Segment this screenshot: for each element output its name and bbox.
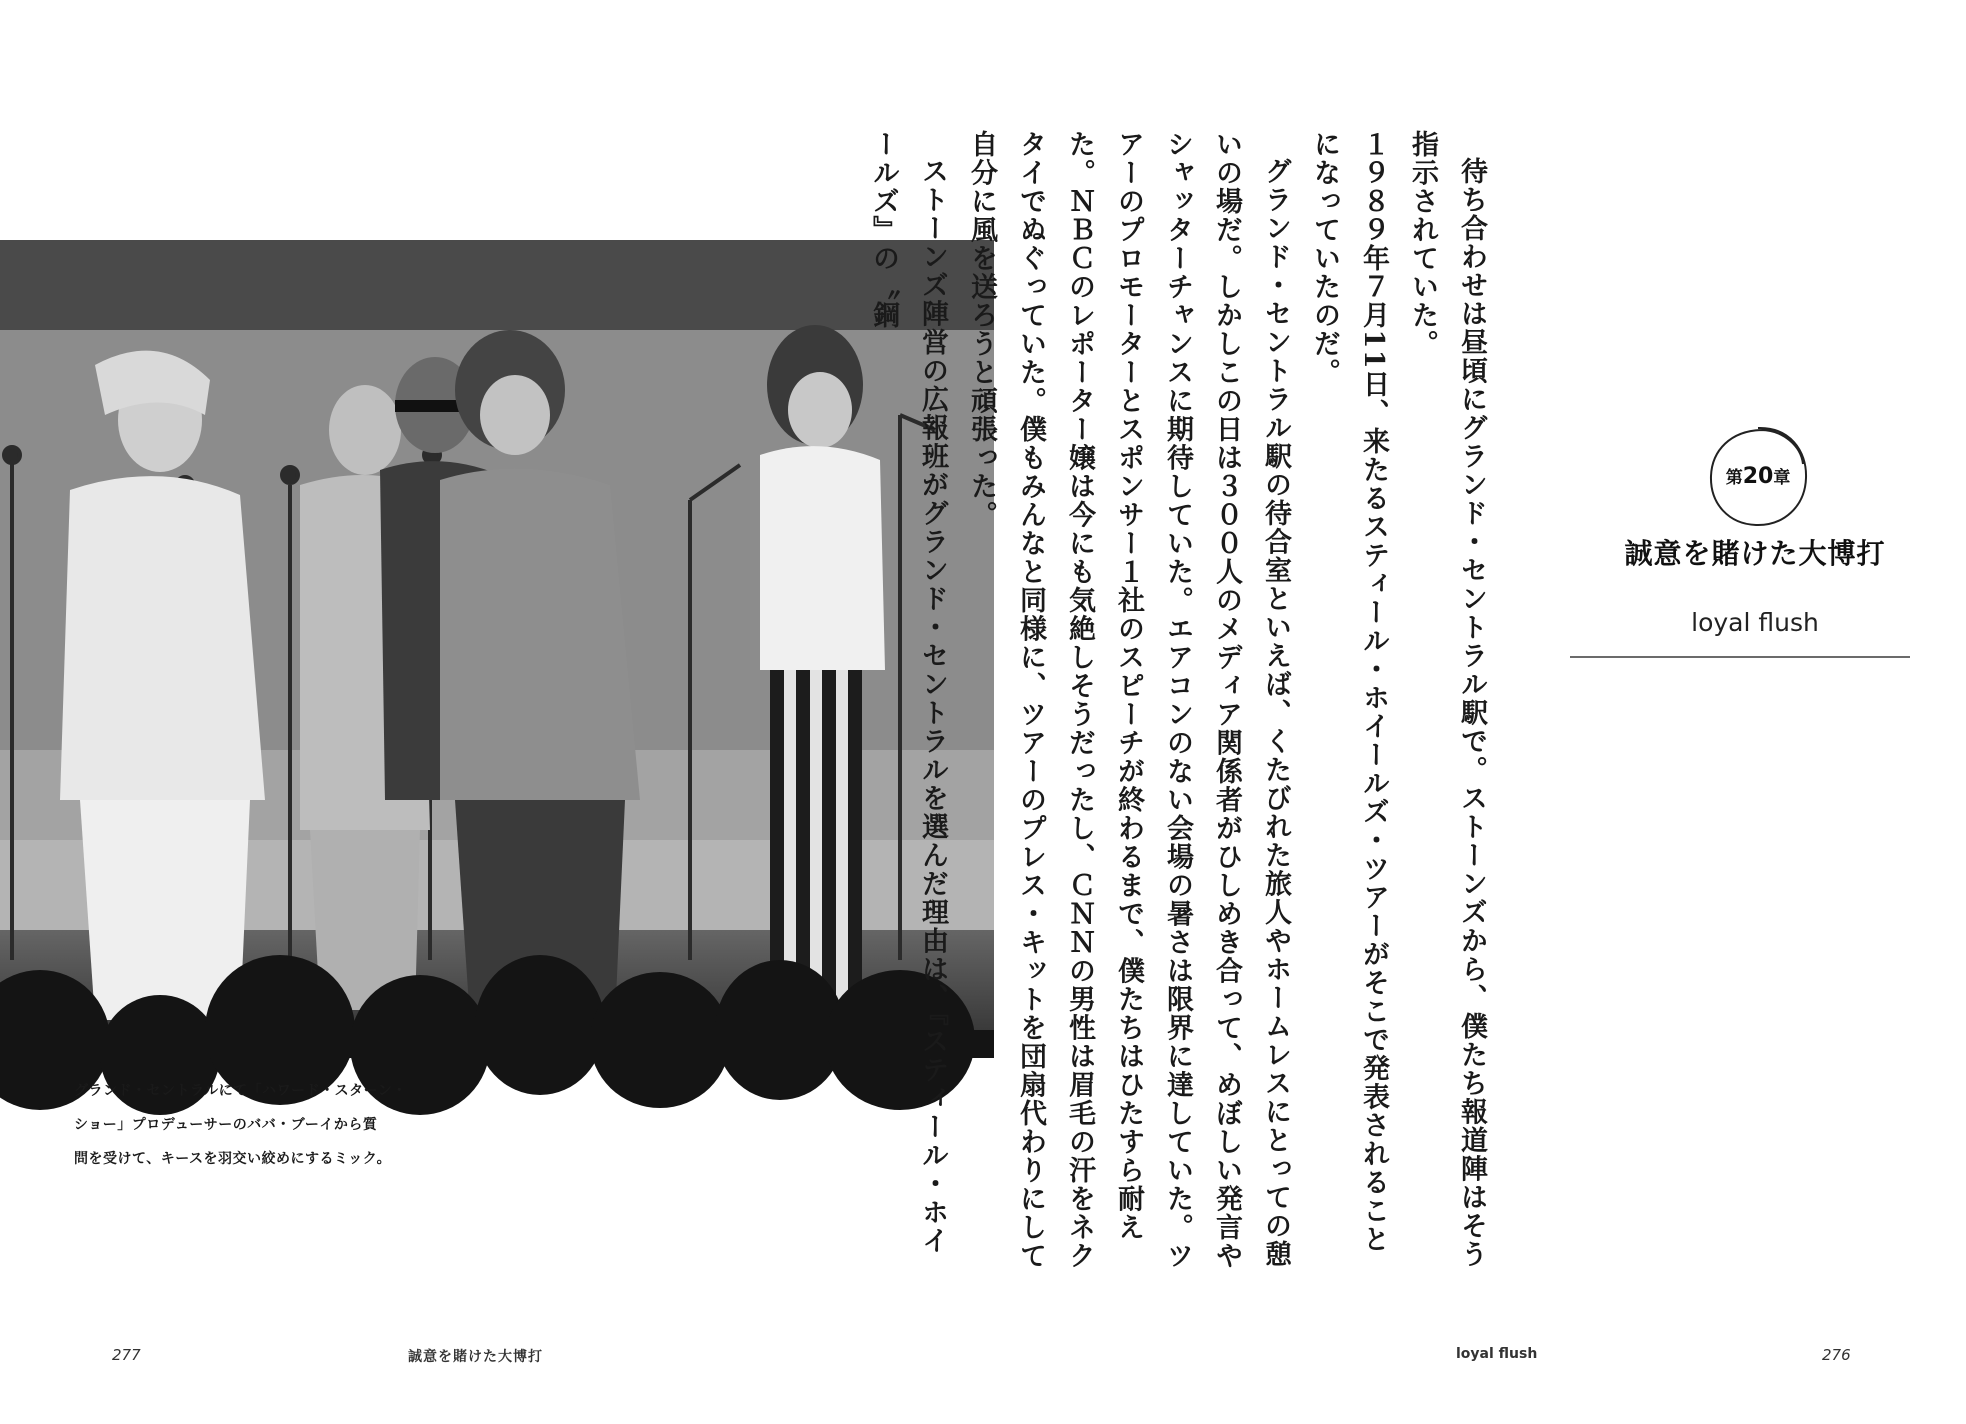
body-text <box>868 130 1496 1270</box>
body-paragraph: ストーンズ陣営の広報班がグランド・セントラルを選んだ理由は、『スティール・ホイールズ』の〝鋼 <box>868 130 948 1255</box>
page-number-right: 276 <box>1822 1346 1851 1364</box>
chapter-subtitle: loyal flush <box>1691 608 1819 637</box>
body-paragraph: １９８９年７月11日、来たるスティール・ホイールズ・ツアーがそこで発表されることになっていたのだ。 <box>1309 130 1389 1254</box>
stage-photo <box>0 240 994 1058</box>
running-head-left: 誠意を賭けた大博打 <box>408 1349 543 1365</box>
chapter-number-value: 20 <box>1742 464 1774 489</box>
running-head-right: loyal flush <box>1456 1346 1538 1362</box>
chapter-number <box>1703 422 1813 532</box>
photo-caption <box>74 1074 434 1176</box>
caption-line: グランド・セントラルにて「ハワード・スターン・ <box>74 1083 407 1099</box>
caption-line: ショー」プロデューサーのババ・ブーイから質 <box>74 1117 378 1133</box>
stage-photo-illustration <box>0 240 994 1058</box>
page-number-left: 277 <box>112 1346 141 1364</box>
body-paragraph: 待ち合わせは昼頃にグランド・セントラル駅で。ストーンズから、僕たち報道陣はそう指示されていた。 <box>1407 130 1487 1269</box>
caption-line: 問を受けて、キースを羽交い絞めにするミック。 <box>74 1151 392 1167</box>
chapter-suffix: 章 <box>1773 468 1791 488</box>
body-paragraph: グランド・セントラル駅の待合室といえば、くたびれた旅人やホームレスにとっての憩いの場だ。しかしこの日は３００人のメディア関係者がひしめき合って、めぼしい発言やシャッターチャンスに期待していた。エアコンのない会場の暑さは限界に達していた。ツアーのプロモーターとスポンサー１社のスピーチが終わるまで、僕たちはひたすら耐えた。ＮＢＣのレポーター嬢は今にも気絶しそうだったし、ＣＮＮの男性は眉毛の汗をネクタイでぬぐっていた。僕もみんなと同様に、ツアーのプレス・キットを団扇代わりにして自分に風を送ろうと頑張った。 <box>966 130 1291 1270</box>
chapter-title: 誠意を賭けた大博打 <box>1624 537 1886 570</box>
chapter-divider <box>1570 656 1910 658</box>
chapter-badge <box>1703 422 1813 532</box>
chapter-prefix: 第 <box>1725 468 1743 488</box>
